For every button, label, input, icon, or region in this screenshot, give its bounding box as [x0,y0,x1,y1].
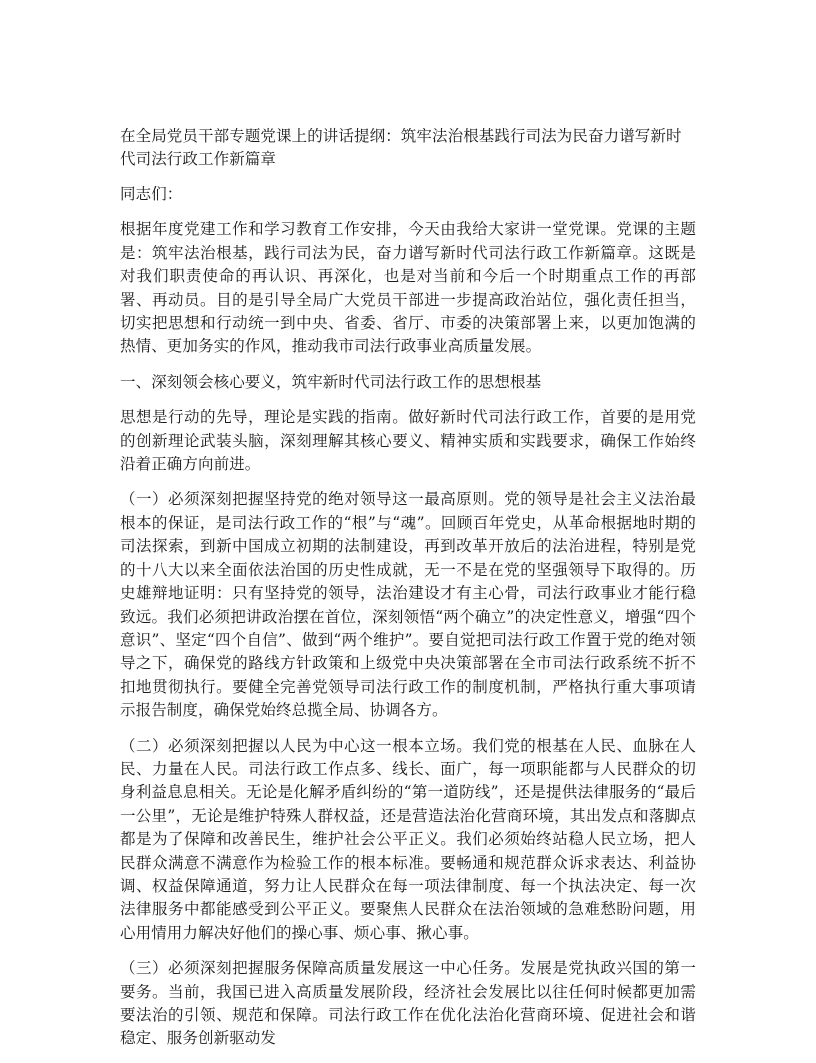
document-page [120,125,696,1063]
point-3-paragraph: （三）必须深刻把握服务保障高质量发展这一中心任务。发展是党执政兴国的第一要务。当前，我国已进入高质量发展阶段，经济社会发展比以往任何时候都更加需要法治的引领、规范和保障。司法行政工作在优化法治化营商环境、促进社会和谐稳定、服务创新驱动发 [120,959,696,1048]
section-1-intro-paragraph: 思想是行动的先导，理论是实践的指南。做好新时代司法行政工作，首要的是用党的创新理论武装头脑，深刻理解其核心要义、精神实质和实践要求，确保工作始终沿着正确方向前进。 [120,408,696,474]
salutation: 同志们： [120,185,183,203]
intro-paragraph: 根据年度党建工作和学习教育工作安排，今天由我给大家讲一堂党课。党课的主题是：筑牢法治根基，践行司法为民，奋力谱写新时代司法行政工作新篇章。这既是对我们职责使命的再认识、再深化，也是对当前和今后一个时期重点工作的再部署、再动员。目的是引导全局广大党员干部进一步提高政治站位，强化责任担当，切实把思想和行动统一到中央、省委、省厅、市委的决策部署上来，以更加饱满的热情、更加务实的作风，推动我市司法行政事业高质量发展。 [120,220,696,356]
document-title: 在全局党员干部专题党课上的讲话提纲：筑牢法治根基践行司法为民奋力谱写新时代司法行政工作新篇章 [120,127,682,168]
point-1-paragraph: （一）必须深刻把握坚持党的绝对领导这一最高原则。党的领导是社会主义法治最根本的保证，是司法行政工作的“根”与“魂”。回顾百年党史，从革命根据地时期的司法探索，到新中国成立初期的法制建设，再到改革开放后的法治进程，特别是党的十八大以来全面依法治国的历史性成就，无一不是在党的坚强领导下取得的。历史雄辩地证明：只有坚持党的领导，法治建设才有主心骨，司法行政事业才能行稳致远。我们必须把讲政治摆在首位，深刻领悟“两个确立”的决定性意义，增强“四个意识”、坚定“四个自信”、做到“两个维护”。要自觉把司法行政工作置于党的绝对领导之下，确保党的路线方针政策和上级党中央决策部署在全市司法行政系统不折不扣地贯彻执行。要健全完善党领导司法行政工作的制度机制，严格执行重大事项请示报告制度，确保党始终总揽全局、协调各方。 [120,490,696,720]
section-heading-1: 一、深刻领会核心要义，筑牢新时代司法行政工作的思想根基 [120,372,542,391]
point-2-paragraph: （二）必须深刻把握以人民为中心这一根本立场。我们党的根基在人民、血脉在人民、力量在人民。司法行政工作点多、线长、面广，每一项职能都与人民群众的切身利益息息相关。无论是化解矛盾纠纷的“第一道防线”，还是提供法律服务的“最后一公里”，无论是维护特殊人群权益，还是营造法治化营商环境，其出发点和落脚点都是为了保障和改善民生，维护社会公平正义。我们必须始终站稳人民立场，把人民群众满意不满意作为检验工作的根本标准。要畅通和规范群众诉求表达、利益协调、权益保障通道，努力让人民群众在每一项法律制度、每一个执法决定、每一次法律服务中都能感受到公平正义。要聚焦人民群众在法治领域的急难愁盼问题，用心用情用力解决好他们的操心事、烦心事、揪心事。 [120,736,696,942]
